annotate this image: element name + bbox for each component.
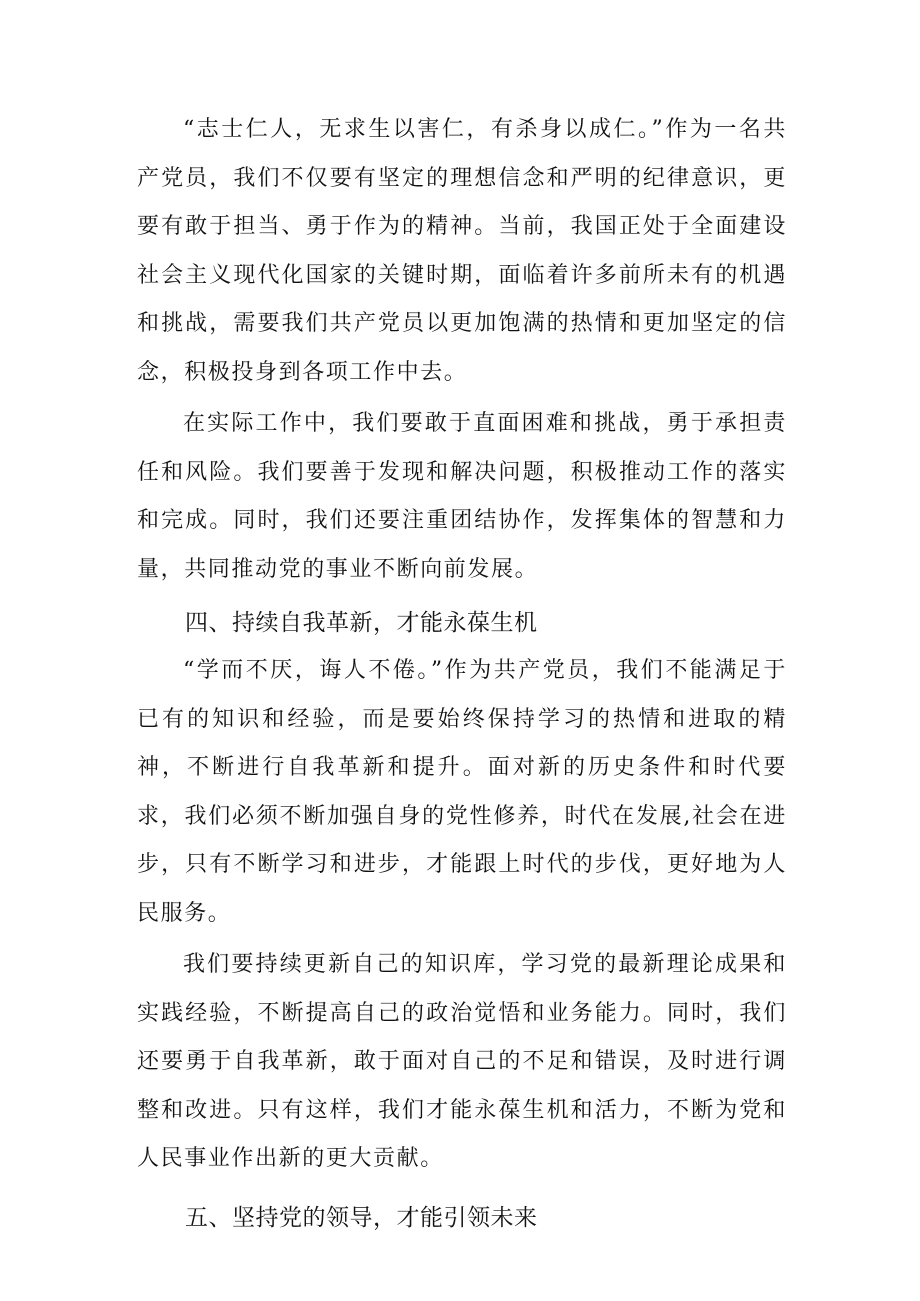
paragraph-commitment: “志士仁人，无求生以害仁，有杀身以成仁。”作为一名共产党员，我们不仅要有坚定的理想信念和严明的纪律意识，更要有敢于担当、勇于作为的精神。当前，我国正处于全面建设社会主义现代化国家的关键时期，面临着许多前所未有的机遇和挑战，需要我们共产党员以更加饱满的热情和更加坚定的信念，积极投身到各项工作中去。 xyxy=(137,117,787,385)
document-body xyxy=(137,106,787,1242)
paragraph-practice: 在实际工作中，我们要敢于直面困难和挑战，勇于承担责任和风险。我们要善于发现和解决问题，积极推动工作的落实和完成。同时，我们还要注重团结协作，发挥集体的智慧和力量，共同推动党的事业不断向前发展。 xyxy=(137,411,787,582)
section-heading-4: 四、持续自我革新，才能永葆生机 xyxy=(185,610,538,636)
paragraph-learning: “学而不厌，诲人不倦。”作为共产党员，我们不能满足于已有的知识和经验，而是要始终保持学习的热情和进取的精神，不断进行自我革新和提升。面对新的历史条件和时代要求，我们必须不断加强自身的党性修养，时代在发展,社会在进步，只有不断学习和进步，才能跟上时代的步伐，更好地为人民服务。 xyxy=(137,658,787,926)
paragraph-self-renewal: 我们要持续更新自己的知识库，学习党的最新理论成果和实践经验，不断提高自己的政治觉悟和业务能力。同时，我们还要勇于自我革新，敢于面对自己的不足和错误，及时进行调整和改进。只有这样，我们才能永葆生机和活力，不断为党和人民事业作出新的更大贡献。 xyxy=(137,952,787,1171)
section-heading-5: 五、坚持党的领导，才能引领未来 xyxy=(185,1204,538,1231)
